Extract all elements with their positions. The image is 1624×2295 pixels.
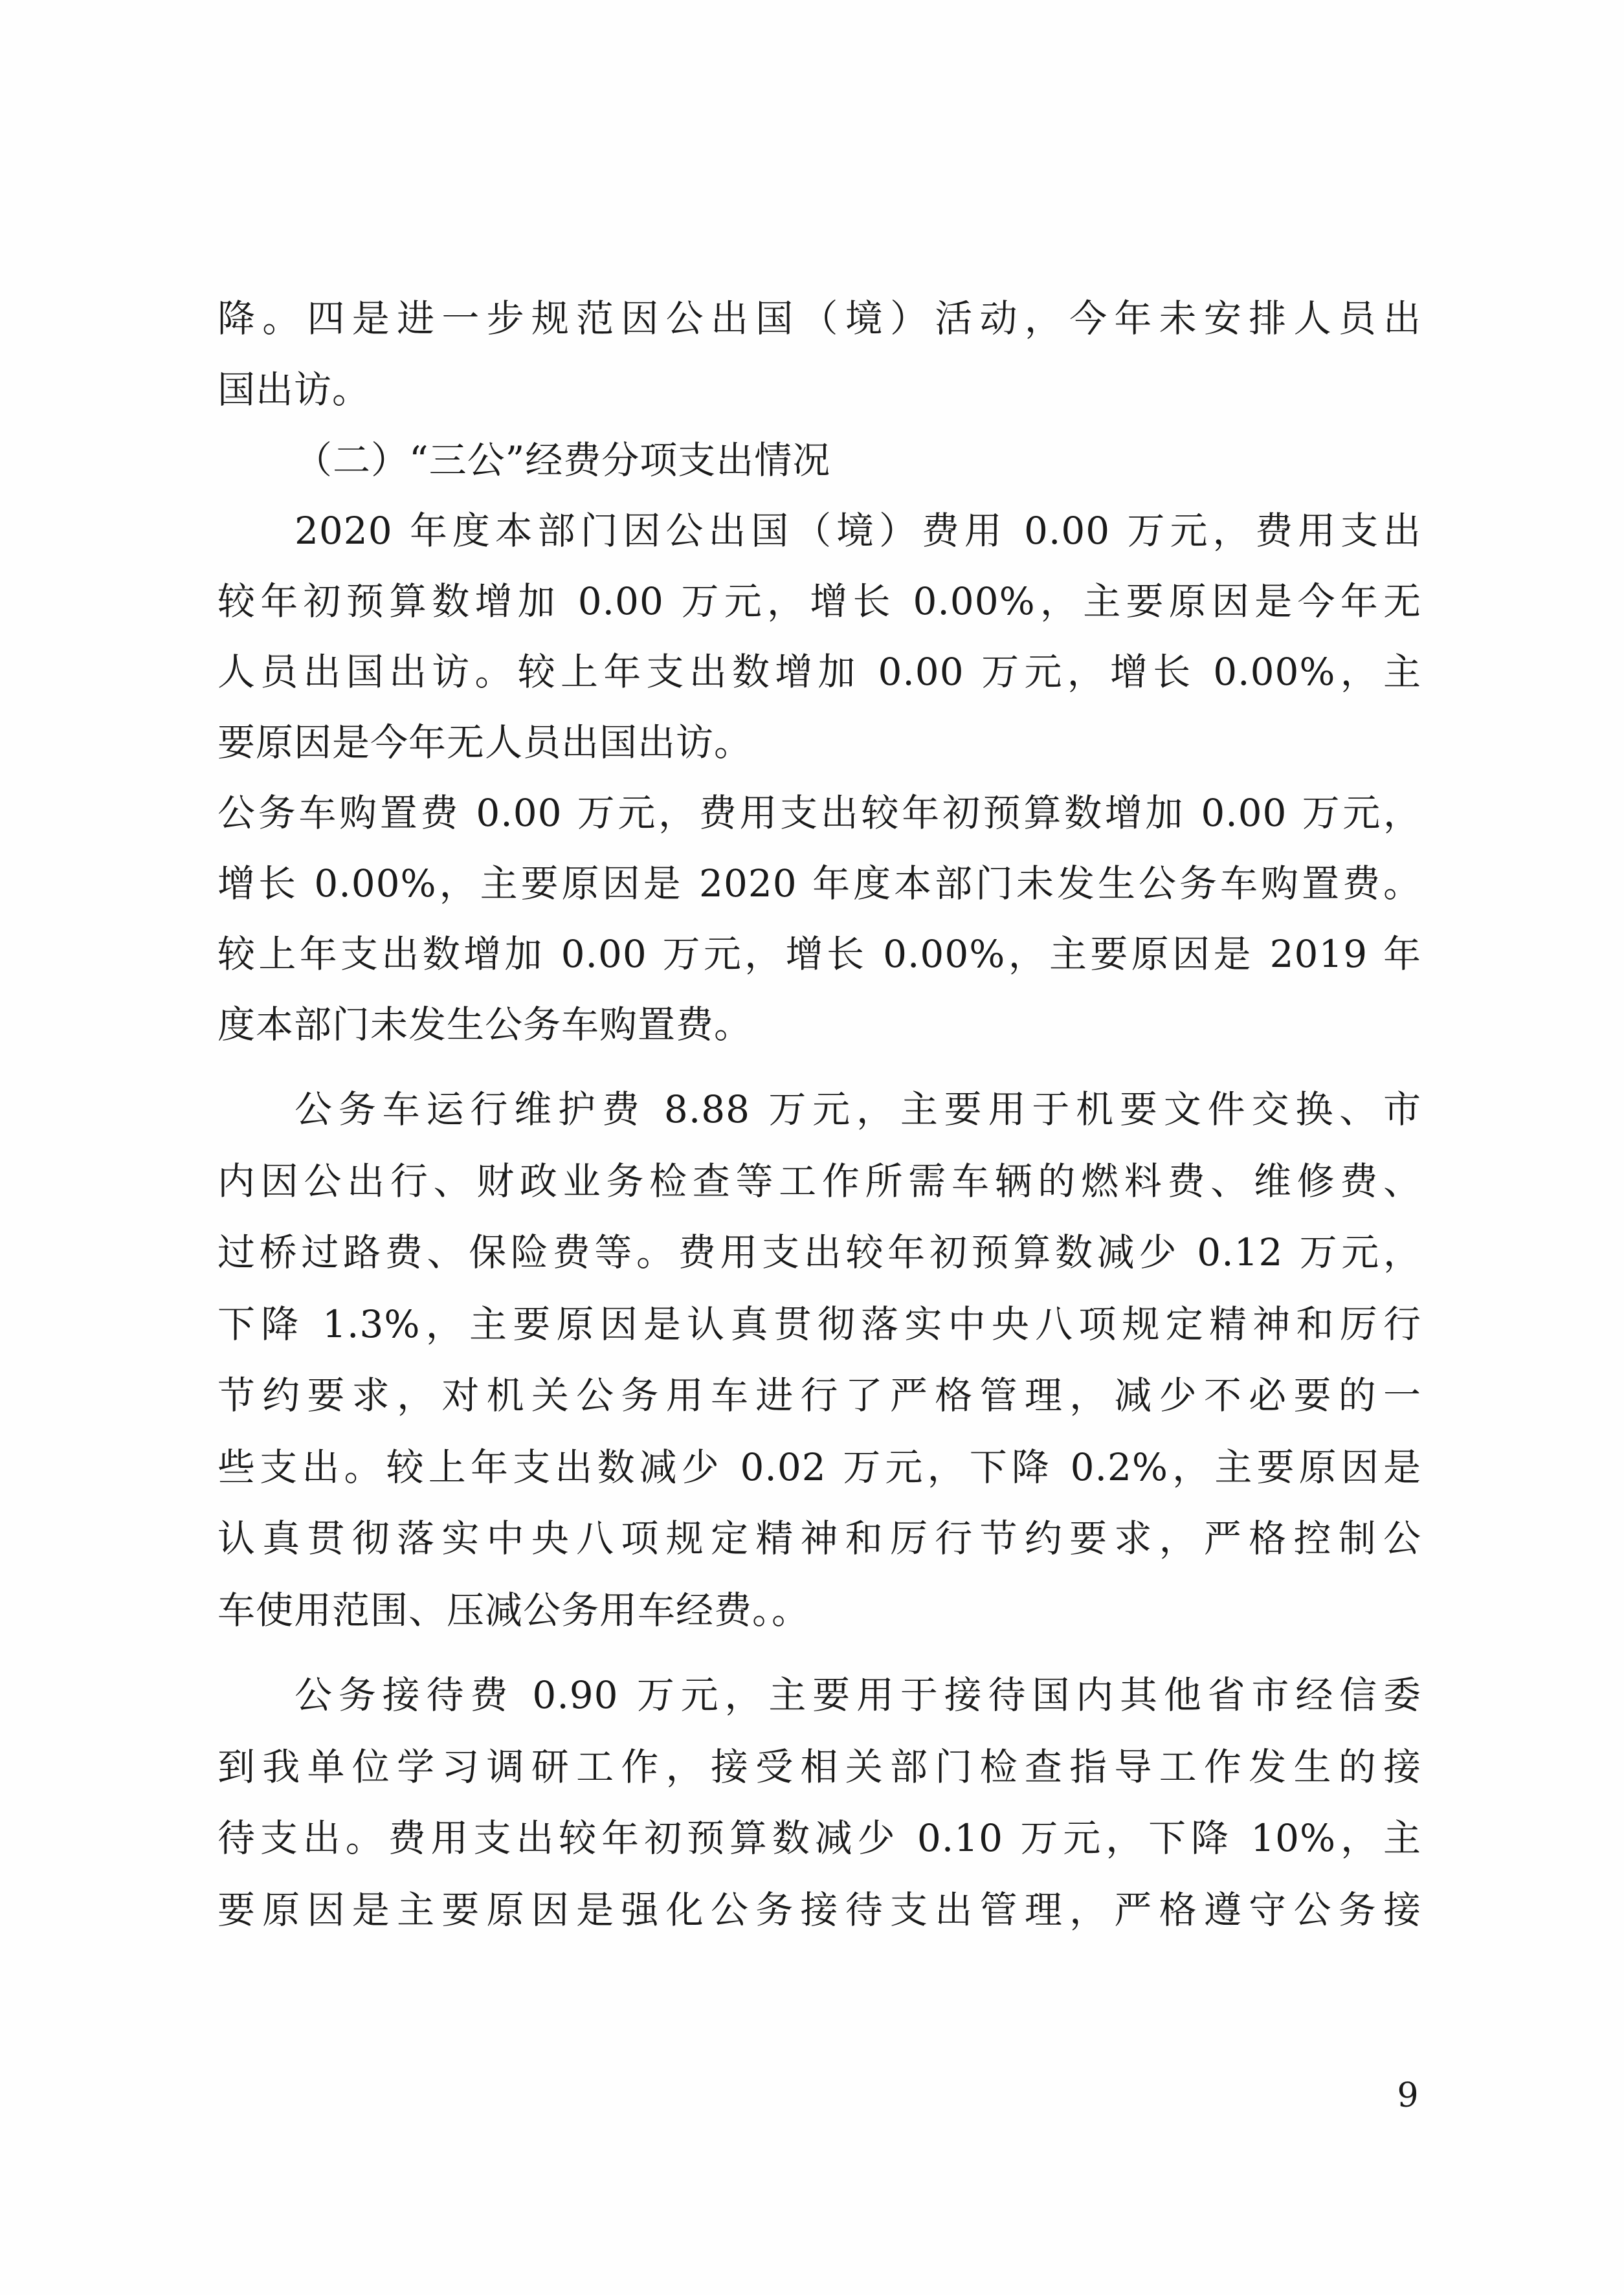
- text-line: 度本部门未发生公务车购置费。: [217, 1003, 753, 1047]
- text-line: 车使用范围、压减公务用车经费。。: [217, 1588, 810, 1632]
- text-line: 2020 年度本部门因公出国（境）费用 0.00 万元，费用支出: [295, 509, 1421, 553]
- text-line: 要原因是主要原因是强化公务接待支出管理，严格遵守公务接: [217, 1888, 1421, 1932]
- text-line: 过桥过路费、保险费等。费用支出较年初预算数减少 0.12 万元，: [217, 1230, 1421, 1274]
- page-number: 9: [1397, 2076, 1419, 2115]
- text-line: 公务车运行维护费 8.88 万元，主要用于机要文件交换、市: [295, 1087, 1421, 1131]
- text-line: 公务车购置费 0.00 万元，费用支出较年初预算数增加 0.00 万元，: [217, 791, 1421, 835]
- text-line: 较上年支出数增加 0.00 万元，增长 0.00%，主要原因是 2019 年: [217, 932, 1421, 976]
- text-line: 公务接待费 0.90 万元，主要用于接待国内其他省市经信委: [295, 1673, 1421, 1717]
- text-line: 待支出。费用支出较年初预算数减少 0.10 万元，下降 10%，主: [217, 1816, 1421, 1860]
- text-line: 认真贯彻落实中央八项规定精神和厉行节约要求，严格控制公: [217, 1516, 1421, 1560]
- text-line: 降。四是进一步规范因公出国（境）活动，今年未安排人员出: [217, 296, 1421, 340]
- text-line: 增长 0.00%，主要原因是 2020 年度本部门未发生公务车购置费。: [217, 861, 1421, 905]
- text-line: 内因公出行、财政业务检查等工作所需车辆的燃料费、维修费、: [217, 1159, 1421, 1203]
- text-line: 些支出。较上年支出数减少 0.02 万元，下降 0.2%，主要原因是: [217, 1445, 1421, 1489]
- text-line: 下降 1.3%，主要原因是认真贯彻落实中央八项规定精神和厉行: [217, 1302, 1421, 1346]
- text-line: 要原因是今年无人员出国出访。: [217, 720, 753, 764]
- text-line: 到我单位学习调研工作，接受相关部门检查指导工作发生的接: [217, 1745, 1421, 1789]
- text-line: 较年初预算数增加 0.00 万元，增长 0.00%，主要原因是今年无: [217, 579, 1421, 623]
- section-heading: （二）“三公”经费分项支出情况: [295, 438, 831, 482]
- text-line: 人员出国出访。较上年支出数增加 0.00 万元，增长 0.00%，主: [217, 650, 1421, 694]
- text-line: 节约要求，对机关公务用车进行了严格管理，减少不必要的一: [217, 1373, 1421, 1417]
- text-line: 国出访。: [217, 368, 371, 412]
